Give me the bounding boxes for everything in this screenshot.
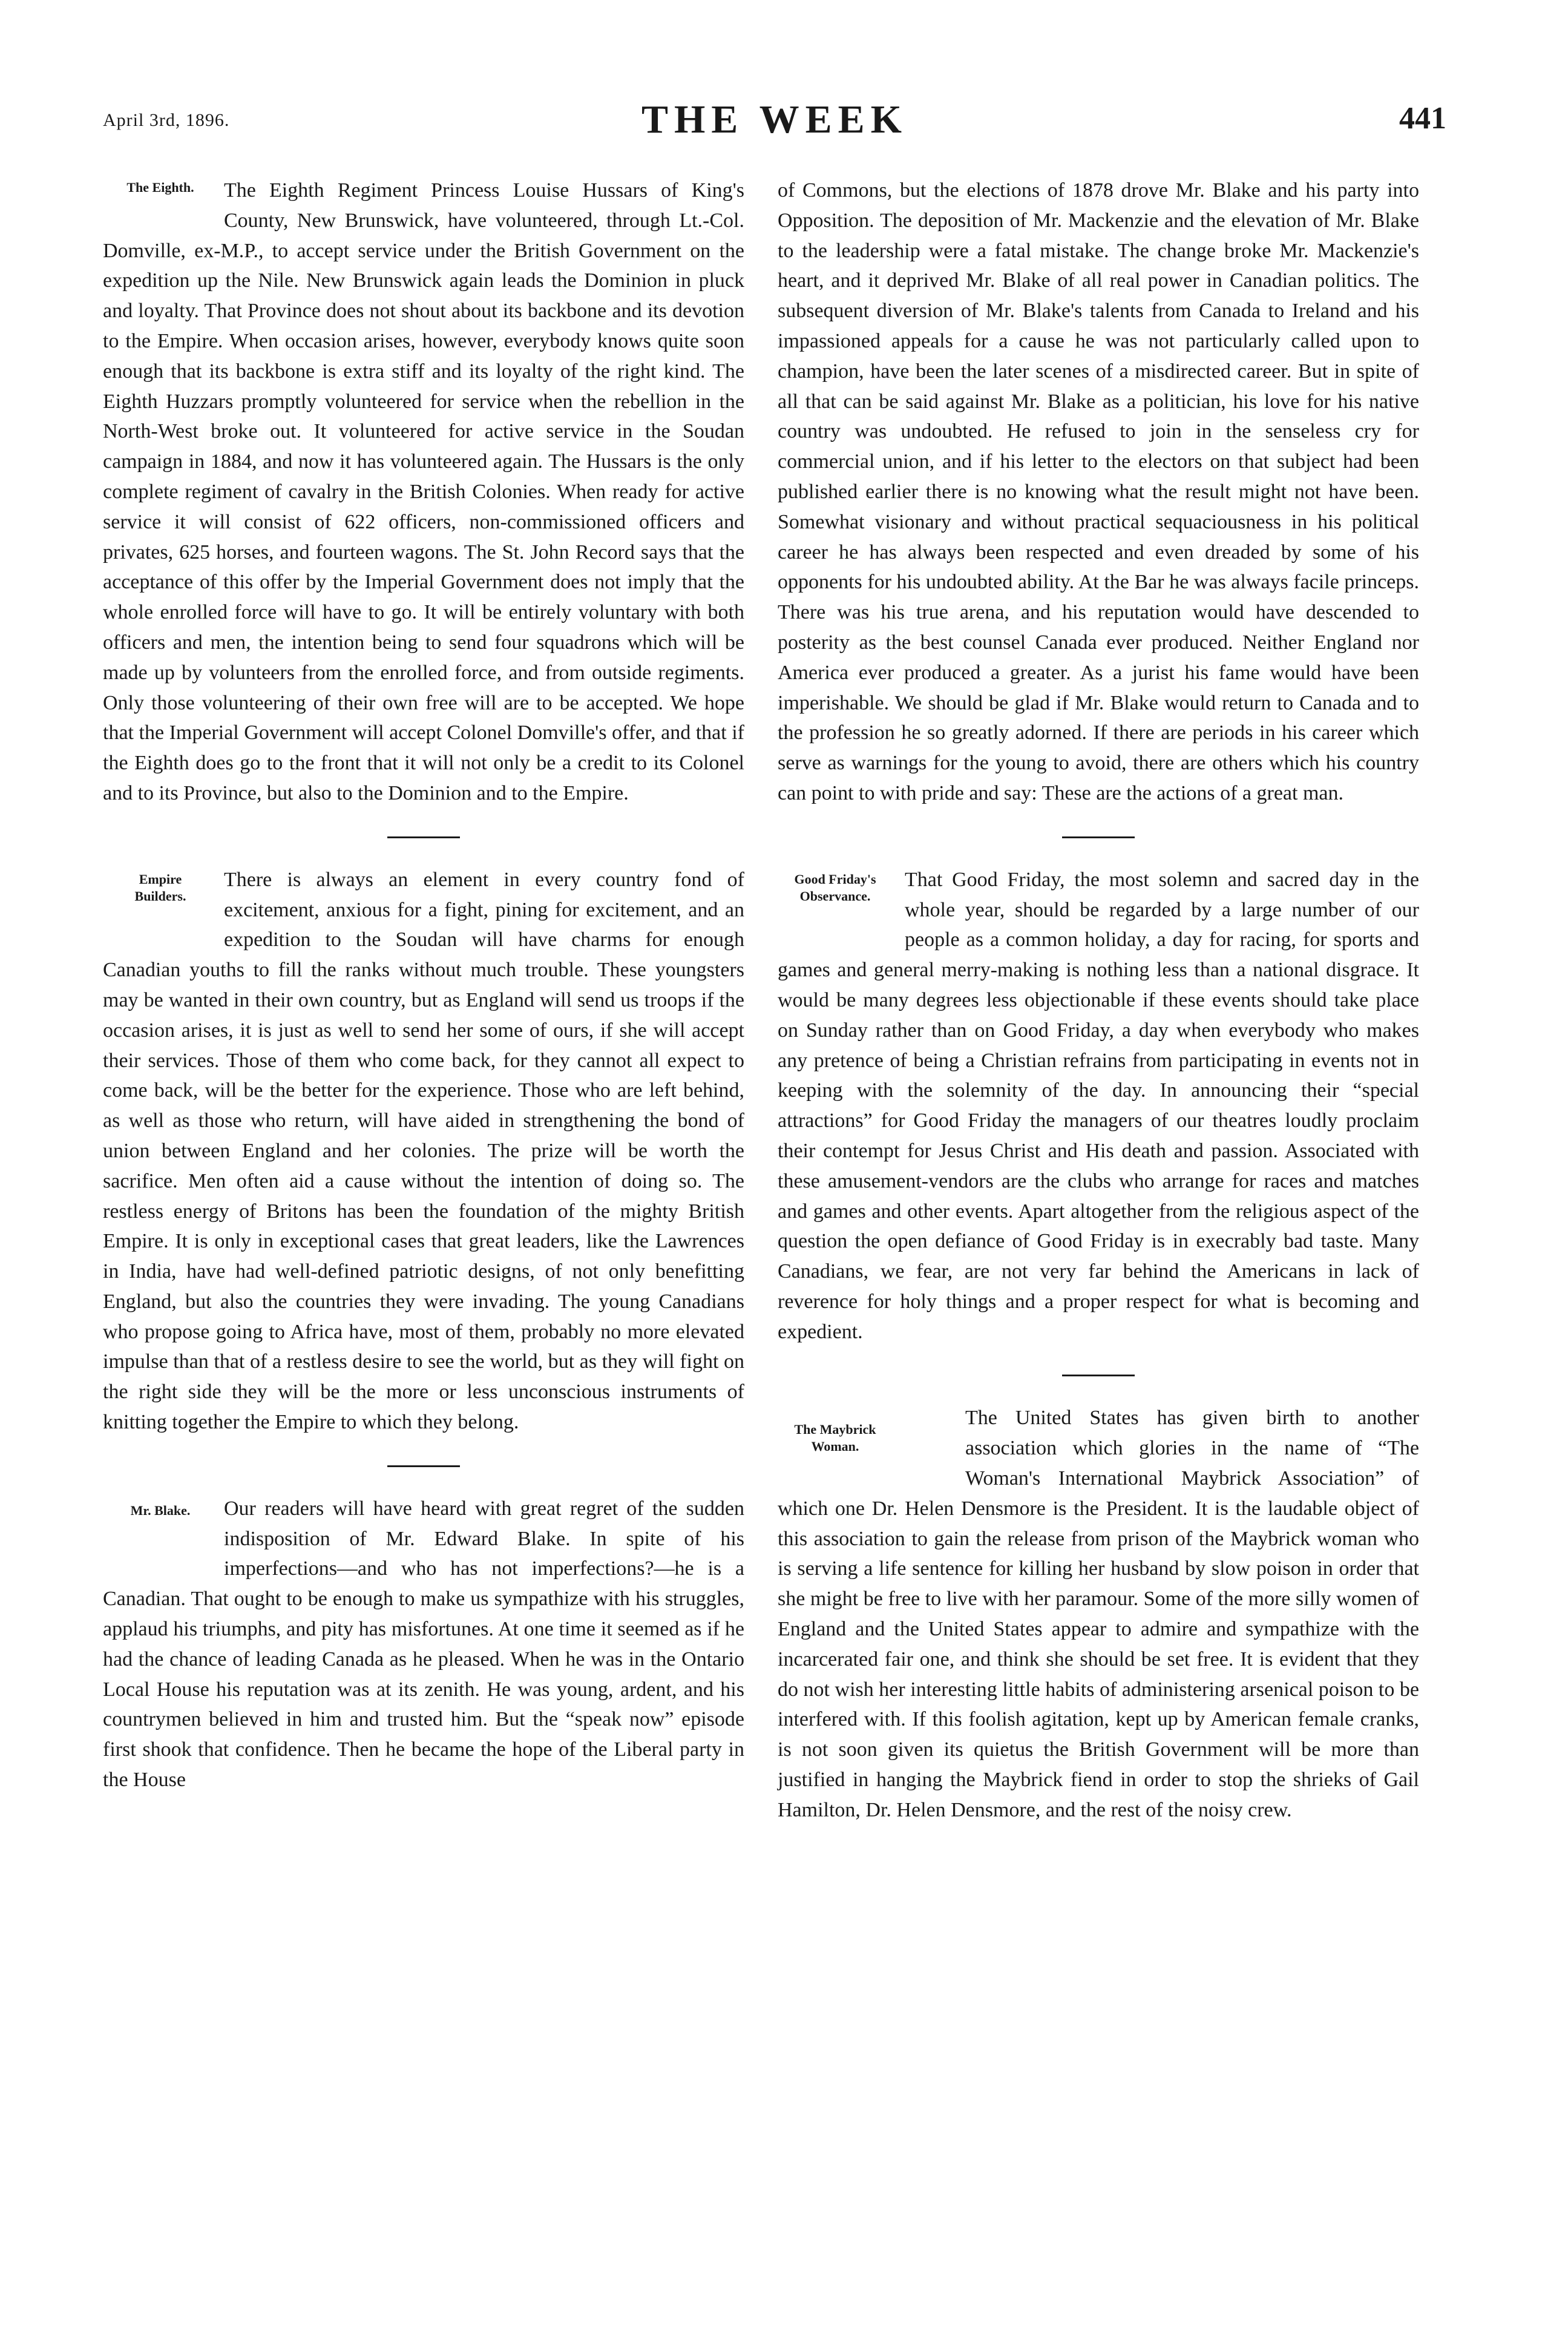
article-body: The Eighth Regiment Princess Louise Hussars of King's County, New Brunswick, have volunteered, through Lt.-Col. Domville, ex-M.P., to accept service under the British Government on the expedition up the Nile. New Brunswick again leads the Dominion in pluck and loyalty. That Province does not shout about its backbone and its devotion to the Empire. When occasion arises, however, everybody knows quite soon enough that its backbone is extra stiff and its loyalty of the right kind. The Eighth Huzzars promptly volunteered for service when the rebellion in the North-West broke out. It volunteered for active service in the Soudan campaign in 1884, and now it has volunteered again. The Hussars is the only complete regiment of cavalry in the British Colonies. When ready for active service it will consist of 622 officers, non-commissioned officers and privates, 625 horses, and fourteen wagons. The St. John Record says that the acceptance of this offer by the Imperial Government does not imply that the whole enrolled force will have to go. It will be entirely voluntary with both officers and men, the intention being to send four squadrons which will be made up by volunteers from the enrolled force, and from outside regiments. Only those volunteering of their own free will are to be accepted. We hope that the Imperial Government will accept Colonel Domville's offer, and that if the Eighth does go to the front that it will not only be a credit to its Colonel and to its Province, but also to the Dominion and to the Empire. <box>103 179 744 804</box>
section-divider <box>387 836 460 838</box>
left-column <box>103 176 744 1795</box>
article-empire-builders <box>103 865 744 1437</box>
page-header <box>103 97 1446 151</box>
article-mr-blake-continued <box>778 176 1419 809</box>
article-body: There is always an element in every country fond of excitement, anxious for a fight, pining for excitement, and an expedition to the Soudan will have charms for enough Canadian youths to fill the ranks without much trouble. These youngsters may be wanted in their own country, but as England will send us troops if the occasion arises, it is just as well to send her some of ours, if she will accept their services. Those of them who come back, for they cannot all expect to come back, will be the better for the experience. Those who are left behind, as well as those who return, will have aided in strengthening the bond of union between England and her colonies. The prize will be worth the sacrifice. Men often aid a cause without the intention of doing so. The restless energy of Britons has been the foundation of the mighty British Empire. It is only in exceptional cases that great leaders, like the Lawrences in India, have had well-defined patriotic designs, of not only benefitting England, but also the countries they were invading. The young Canadians who propose going to Africa have, most of them, probably no more elevated impulse than that of a restless desire to see the world, but as they will fight on the right side they will be the more or less unconscious instruments of knitting together the Empire to which they belong. <box>103 868 744 1434</box>
page-number: 441 <box>1399 101 1446 136</box>
article-the-eighth <box>103 176 744 809</box>
right-column <box>778 176 1419 1825</box>
article-body: The United States has given birth to another association which glories in the name of “The Woman's International Maybrick Association” of which one Dr. Helen Densmore is the President. It is the laudable object of this association to gain the release from prison of the Maybrick woman who is serving a life sentence for killing her husband by slow poison in order that she might be free to live with her paramour. Some of the more silly women of England and the United States appear to admire and sympathize with the incarcerated fair one, and think she should be set free. It is evident that they do not wish her interesting little habits of administering arsenical poison to be interfered with. If this foolish agitation, kept up by American female cranks, is not soon given its quietus the British Government will be more than justified in hanging the Maybrick fiend in order to stop the shrieks of Gail Hamilton, Dr. Helen Densmore, and the rest of the noisy crew. <box>778 1407 1419 1821</box>
side-heading: The Eighth. <box>126 180 194 195</box>
publication-title: THE WEEK <box>641 97 908 142</box>
article-maybrick-woman <box>778 1403 1419 1825</box>
side-heading: Empire Builders. <box>134 871 186 904</box>
article-body: That Good Friday, the most solemn and sacred day in the whole year, should be regarded by a large number of our people as a common holiday, a day for racing, for sports and games and general merry-making is nothing less than a national disgrace. It would be many degrees less objectionable if these events should take place on Sunday rather than on Good Friday, a day when everybody who makes any pretence of being a Christian refrains from participating in events not in keeping with the solemnity of the day. In announcing their “special attractions” for Good Friday the managers of our theatres loudly proclaim their contempt for Jesus Christ and His death and passion. Associated with these amusement-vendors are the clubs who arrange for races and matches and games and other events. Apart altogether from the religious aspect of the question the open defiance of Good Friday is in execrably bad taste. Many Canadians, we fear, are not very far behind the Americans in lack of reverence for holy things and a proper respect for what is becoming and expedient. <box>778 868 1419 1343</box>
section-divider <box>1062 1375 1135 1376</box>
article-body: Our readers will have heard with great regret of the sudden indisposition of Mr. Edward Blake. In spite of his imperfections—and who has not imperfections?—he is a Canadian. That ought to be enough to make us sympathize with his struggles, applaud his triumphs, and pity has misfortunes. At one time it seemed as if he had the chance of leading Canada as he pleased. When he was in the Ontario Local House his reputation was at its zenith. He was young, ardent, and his countrymen believed in him and trusted him. But the “speak now” episode first shook that confidence. Then he became the hope of the Liberal party in the House <box>103 1497 744 1792</box>
article-body: of Commons, but the elections of 1878 drove Mr. Blake and his party into Opposition. The deposition of Mr. Mackenzie and the elevation of Mr. Blake to the leadership were a fatal mistake. The change broke Mr. Mackenzie's heart, and it deprived Mr. Blake of all real power in Canadian politics. The subsequent diversion of Mr. Blake's talents from Canada to Ireland and his impassioned appeals for a cause he was not particularly called upon to champion, have been the later scenes of a misdirected career. But in spite of all that can be said against Mr. Blake as a politician, his love for his native country was undoubted. He refused to join in the senseless cry for commercial union, and if his letter to the electors on that subject had been published earlier there is no knowing what the result might not have been. Somewhat visionary and without practical sequaciousness in his political career he has always been respected and even dreaded by some of his opponents for his undoubted ability. At the Bar he was always facile princeps. There was his true arena, and his reputation would have descended to posterity as the best counsel Canada ever produced. Neither England nor America ever produced a greater. As a jurist his fame would have been imperishable. We should be glad if Mr. Blake would return to Canada and to the profession he so greatly adorned. If there are periods in his career which serve as warnings for the young to avoid, there are others which his country can point to with pride and say: These are the actions of a great man. <box>778 179 1419 804</box>
section-divider <box>387 1465 460 1467</box>
article-good-friday <box>778 865 1419 1347</box>
side-heading: Good Friday's Observance. <box>794 871 876 904</box>
side-heading: The Maybrick Woman. <box>794 1422 876 1454</box>
issue-date: April 3rd, 1896. <box>103 110 230 130</box>
article-mr-blake <box>103 1494 744 1795</box>
section-divider <box>1062 836 1135 838</box>
side-heading: Mr. Blake. <box>130 1502 191 1518</box>
